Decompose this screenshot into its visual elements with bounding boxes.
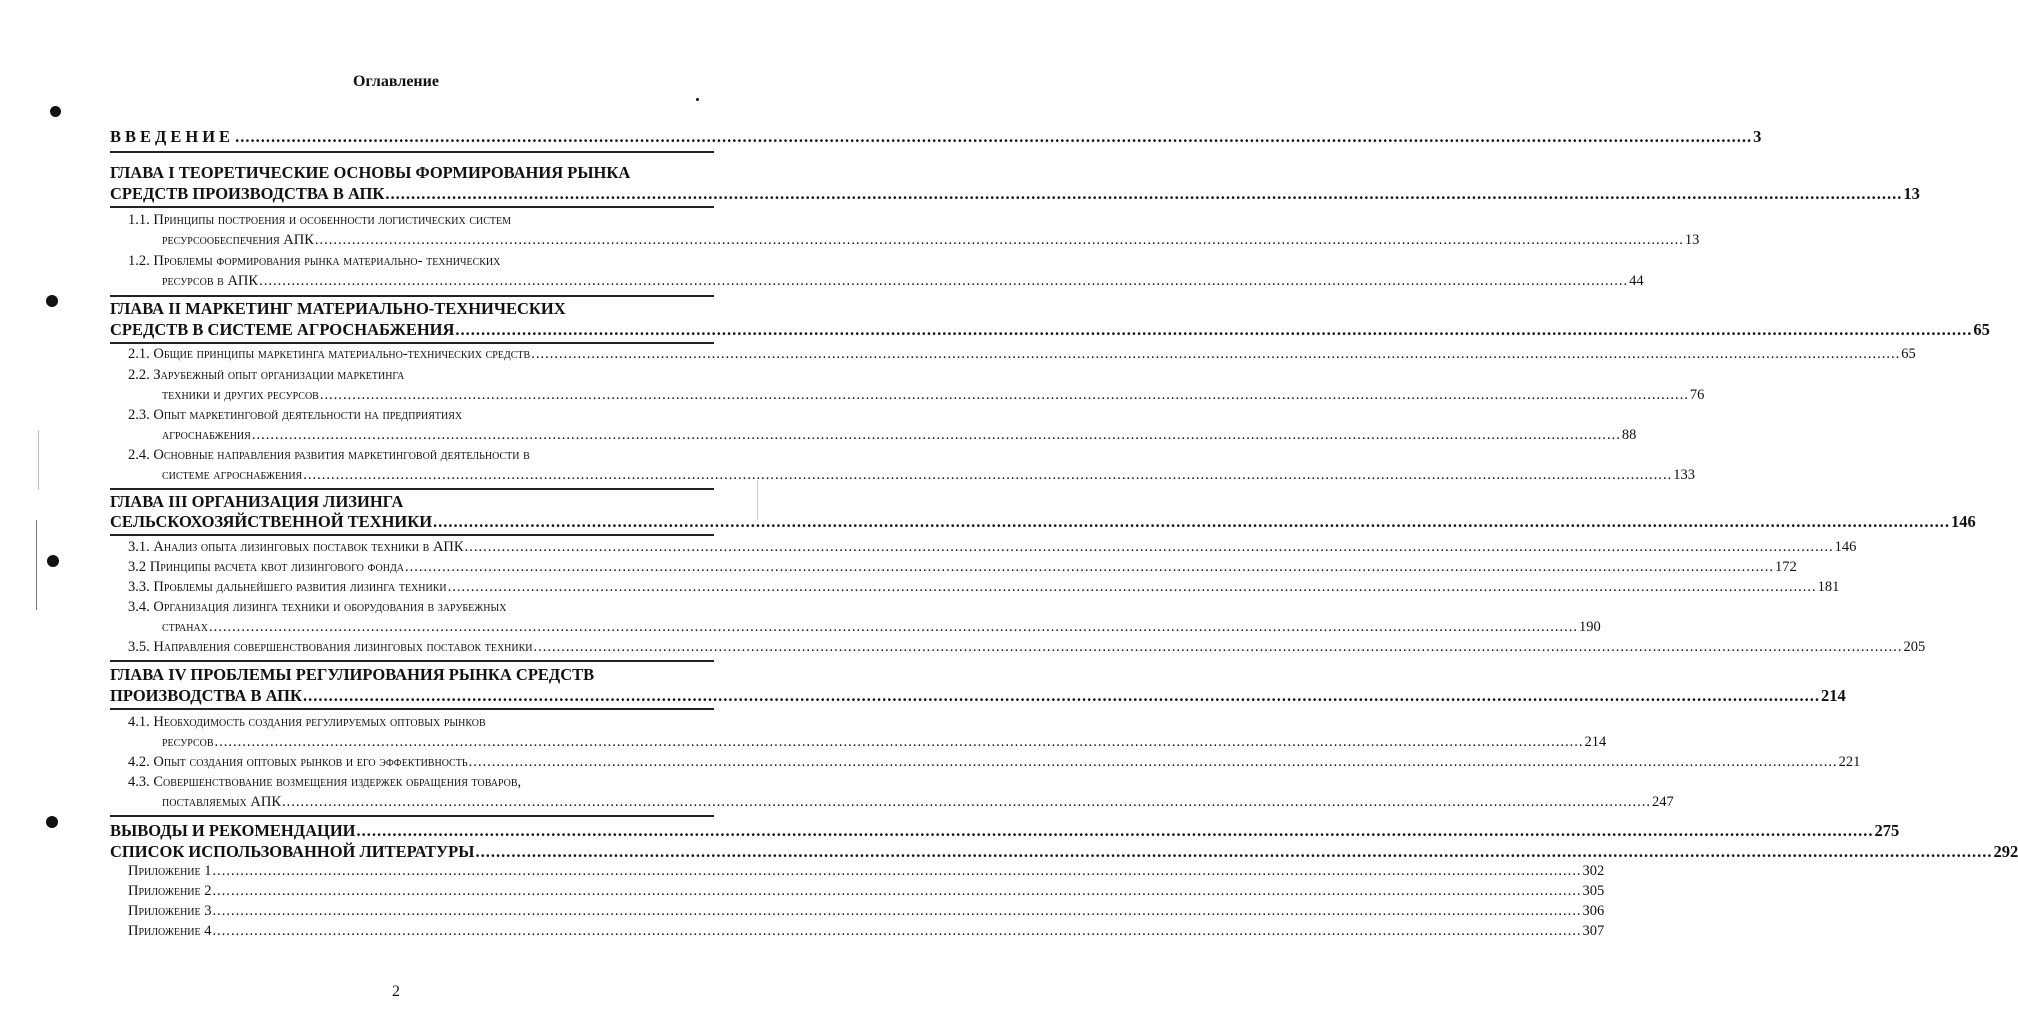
- toc-section-1-1-line2[interactable]: [0, 232, 1700, 252]
- toc-page-number: 221: [1838, 754, 1861, 770]
- leader-dots: [357, 821, 1874, 841]
- toc-chapter-2-line1[interactable]: [0, 299, 824, 319]
- toc-section-2-2-line2[interactable]: [0, 387, 1705, 407]
- toc-section-2-1[interactable]: [0, 346, 1916, 366]
- leader-dots: [303, 686, 1820, 706]
- toc-label: ГЛАВА III ОРГАНИЗАЦИЯ ЛИЗИНГА: [110, 492, 404, 511]
- leader-dots: [385, 184, 1902, 204]
- leader-dots: [213, 883, 1582, 900]
- toc-section-4-1-line1[interactable]: [0, 714, 842, 734]
- toc-label: техники и других ресурсов: [162, 387, 319, 403]
- toc-page-number: 172: [1775, 559, 1797, 575]
- leader-dots: [405, 559, 1774, 576]
- divider: [110, 534, 714, 536]
- page-number: 2: [392, 983, 400, 1000]
- toc-page-number: 247: [1652, 794, 1674, 810]
- toc-label: 2.3. Опыт маркетинговой деятельности на предприятиях: [128, 407, 463, 423]
- divider: [110, 206, 714, 208]
- toc-page-number: 275: [1874, 821, 1900, 840]
- leader-dots: [213, 923, 1582, 940]
- toc-label: ресурсов в АПК: [162, 273, 259, 289]
- toc-chapter-1-line1[interactable]: [0, 163, 824, 183]
- leader-dots: [235, 127, 1752, 147]
- toc-label: 2.1. Общие принципы маркетинга материально-технических средств: [128, 346, 531, 362]
- toc-label: 4.2. Опыт создания оптовых рынков и его эффективность: [128, 754, 468, 770]
- toc-chapter-1-line2[interactable]: [0, 184, 1920, 204]
- toc-page-number: 214: [1820, 686, 1846, 705]
- leader-dots: [213, 903, 1582, 920]
- toc-page-number: 44: [1629, 273, 1644, 289]
- toc-section-3-4-line2[interactable]: [0, 619, 1601, 639]
- toc-page-number: 3: [1753, 127, 1762, 146]
- toc-label: 1.1. Принципы построения и особенности логистических систем: [128, 212, 511, 228]
- divider: [110, 660, 714, 662]
- toc-page-number: 65: [1901, 346, 1916, 362]
- toc-chapter-3-line1[interactable]: [0, 492, 824, 512]
- toc-section-4-2[interactable]: [0, 754, 1861, 774]
- divider: [110, 342, 714, 344]
- toc-chapter-3-line2[interactable]: [0, 512, 1976, 532]
- toc-label: Приложение 4: [128, 923, 212, 939]
- toc-appendix-4[interactable]: [0, 923, 1605, 943]
- leader-dots: [303, 467, 1672, 484]
- toc-section-2-3-line2[interactable]: [0, 427, 1637, 447]
- leader-dots: [259, 273, 1628, 290]
- toc-appendix-1[interactable]: [0, 863, 1605, 883]
- toc-page-number: 306: [1582, 903, 1605, 919]
- toc-page-number: 146: [1951, 512, 1976, 531]
- leader-dots: [209, 619, 1578, 636]
- toc-page-number: 65: [1973, 320, 1990, 339]
- leader-dots: [315, 232, 1684, 249]
- toc-label: ГЛАВА II МАРКЕТИНГ МАТЕРИАЛЬНО-ТЕХНИЧЕСКИХ: [110, 299, 566, 318]
- scan-speck: [696, 98, 699, 101]
- toc-label: 4.3. Совершенствование возмещения издержек обращения товаров,: [128, 774, 522, 790]
- toc-label: ГЛАВА IV ПРОБЛЕМЫ РЕГУЛИРОВАНИЯ РЫНКА СРЕДСТВ: [110, 665, 595, 684]
- toc-label: 3.3. Проблемы дальнейшего развития лизинга техники: [128, 579, 447, 595]
- toc-section-3-3[interactable]: [0, 579, 1840, 599]
- toc-label: ресурсообеспечения АПК: [162, 232, 314, 248]
- toc-section-1-1-line1[interactable]: [0, 212, 842, 232]
- toc-page-number: 13: [1684, 232, 1700, 248]
- toc-page-number: 305: [1582, 883, 1605, 899]
- toc-label: ВЫВОДЫ И РЕКОМЕНДАЦИИ: [110, 821, 356, 840]
- toc-label: поставляемых АПК: [162, 794, 281, 810]
- toc-chapter-4-line1[interactable]: [0, 665, 824, 685]
- toc-page-number: 205: [1903, 639, 1926, 655]
- toc-label: 3.1. Анализ опыта лизинговых поставок техники в АПК: [128, 539, 464, 555]
- toc-page-number: 302: [1582, 863, 1605, 879]
- leader-dots: [320, 387, 1689, 404]
- toc-label: Приложение 2: [128, 883, 212, 899]
- divider: [110, 708, 714, 710]
- toc-entry-references[interactable]: [0, 842, 2018, 862]
- toc-page-number: 133: [1673, 467, 1695, 483]
- toc-entry-conclusions[interactable]: [0, 821, 1900, 841]
- toc-section-3-2[interactable]: [0, 559, 1797, 579]
- toc-label: 3.2 Принципы расчета квот лизингового фонда: [128, 559, 405, 575]
- toc-appendix-3[interactable]: [0, 903, 1605, 923]
- leader-dots: [448, 579, 1817, 596]
- toc-section-4-3-line2[interactable]: [0, 794, 1674, 814]
- scan-speck: [50, 106, 61, 117]
- toc-section-2-3-line1[interactable]: [0, 407, 842, 427]
- toc-section-3-4-line1[interactable]: [0, 599, 842, 619]
- toc-label: 2.2. Зарубежный опыт организации маркетинга: [128, 367, 405, 383]
- toc-label: 3.4. Организация лизинга техники и оборудования в зарубежных: [128, 599, 507, 615]
- toc-label: 1.2. Проблемы формирования рынка материально- технических: [128, 253, 501, 269]
- toc-label: 3.5. Направления совершенствования лизинговых поставок техники: [128, 639, 533, 655]
- toc-page-number: 181: [1817, 579, 1840, 595]
- toc-label: СРЕДСТВ В СИСТЕМЕ АГРОСНАБЖЕНИЯ: [110, 320, 455, 339]
- toc-label: системе агроснабжения: [162, 467, 303, 483]
- toc-label: ГЛАВА I ТЕОРЕТИЧЕСКИЕ ОСНОВЫ ФОРМИРОВАНИЯ РЫНКА: [110, 163, 631, 182]
- toc-page-number: 13: [1903, 184, 1920, 203]
- divider: [110, 815, 714, 817]
- leader-dots: [213, 863, 1582, 880]
- toc-section-1-2-line1[interactable]: [0, 253, 842, 273]
- toc-appendix-2[interactable]: [0, 883, 1605, 903]
- toc-label: СЕЛЬСКОХОЗЯЙСТВЕННОЙ ТЕХНИКИ: [110, 512, 433, 531]
- leader-dots: [465, 539, 1834, 556]
- divider: [110, 295, 714, 297]
- toc-section-2-4-line2[interactable]: [0, 467, 1695, 487]
- toc-label: агроснабжения: [162, 427, 251, 443]
- leader-dots: [252, 427, 1621, 444]
- toc-section-3-1[interactable]: [0, 539, 1857, 559]
- toc-page-number: 214: [1584, 734, 1607, 750]
- toc-page-number: 292: [1993, 842, 2018, 861]
- toc-section-4-1-line2[interactable]: [0, 734, 1607, 754]
- toc-label: ресурсов: [162, 734, 214, 750]
- toc-label: 2.4. Основные направления развития маркетинговой деятельности в: [128, 447, 530, 463]
- toc-section-2-4-line1[interactable]: [0, 447, 842, 467]
- leader-dots: [531, 346, 1900, 363]
- toc-label: странах: [162, 619, 208, 635]
- toc-label: СРЕДСТВ ПРОИЗВОДСТВА В АПК: [110, 184, 385, 203]
- toc-chapter-4-line2[interactable]: [0, 686, 1846, 706]
- leader-dots: [475, 842, 1992, 862]
- toc-page-number: 190: [1578, 619, 1601, 635]
- toc-label: ПРОИЗВОДСТВА В АПК: [110, 686, 302, 705]
- toc-page-number: 88: [1621, 427, 1637, 443]
- leader-dots: [455, 320, 1972, 340]
- toc-label: 4.1. Необходимость создания регулируемых оптовых рынков: [128, 714, 486, 730]
- toc-label: ВВЕДЕНИЕ: [110, 127, 235, 146]
- toc-label: Приложение 1: [128, 863, 212, 879]
- page-title: Оглавление: [353, 73, 439, 90]
- leader-dots: [469, 754, 1838, 771]
- divider: [110, 151, 714, 153]
- toc-section-4-3-line1[interactable]: [0, 774, 842, 794]
- toc-page-number: 307: [1582, 923, 1605, 939]
- leader-dots: [534, 639, 1903, 656]
- divider: [110, 488, 714, 490]
- leader-dots: [215, 734, 1584, 751]
- toc-section-3-5[interactable]: [0, 639, 1926, 659]
- toc-entry-intro[interactable]: [0, 127, 1762, 147]
- leader-dots: [282, 794, 1651, 811]
- toc-section-1-2-line2[interactable]: [0, 273, 1644, 293]
- toc-section-2-2-line1[interactable]: [0, 367, 842, 387]
- toc-page-number: 146: [1834, 539, 1857, 555]
- toc-label: СПИСОК ИСПОЛЬЗОВАННОЙ ЛИТЕРАТУРЫ: [110, 842, 475, 861]
- toc-chapter-2-line2[interactable]: [0, 320, 1990, 340]
- leader-dots: [433, 512, 1950, 532]
- toc-label: Приложение 3: [128, 903, 212, 919]
- toc-page-number: 76: [1689, 387, 1705, 403]
